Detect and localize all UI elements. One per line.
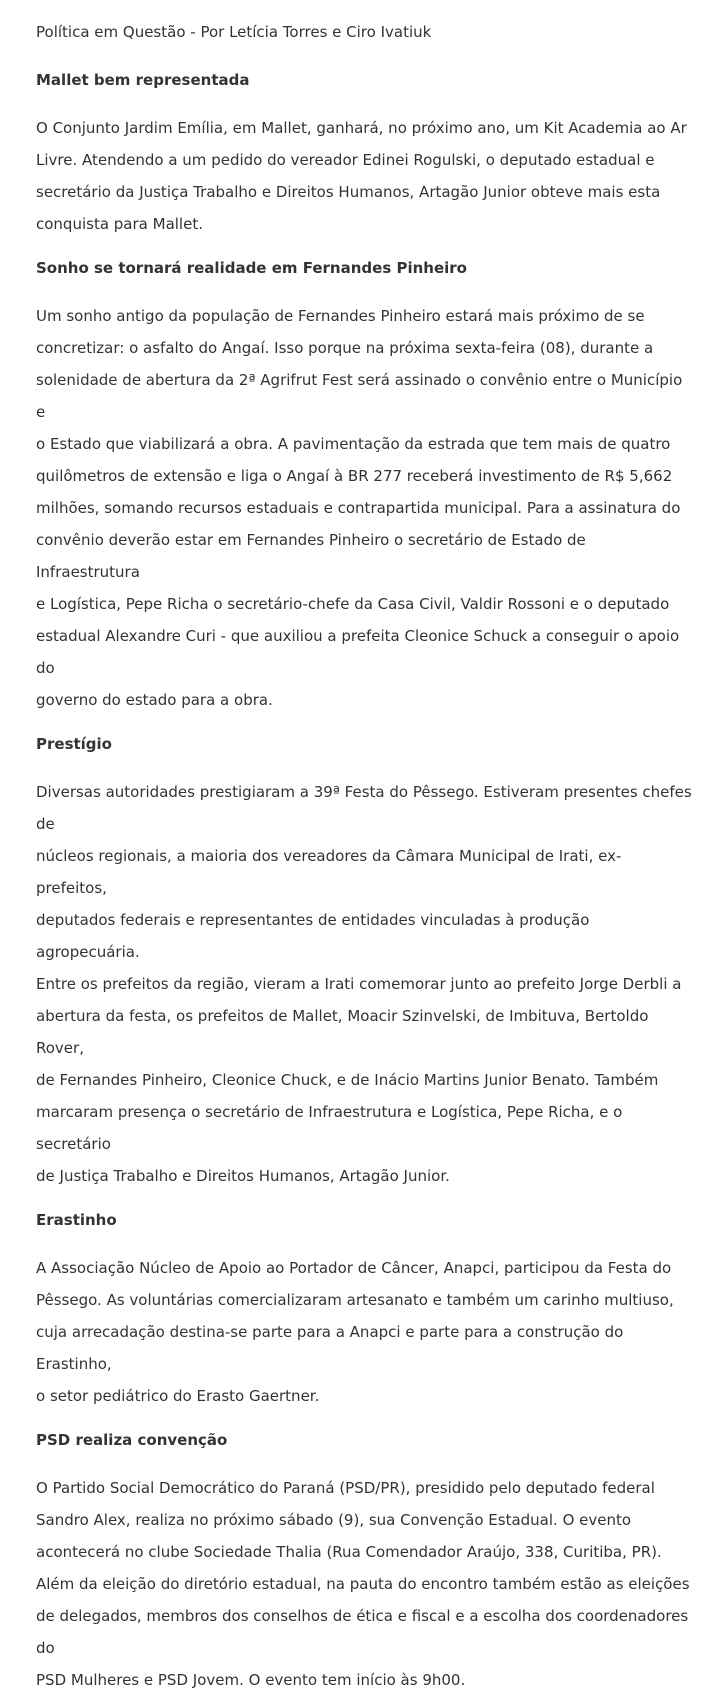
paragraph-line: de Fernandes Pinheiro, Cleonice Chuck, e de Inácio Martins Junior Benato. Também: [36, 1071, 659, 1089]
paragraph-line: abertura da festa, os prefeitos de Mallet, Moacir Szinvelski, de Imbituva, Bertoldo Rover,: [36, 1007, 649, 1057]
section-title: Prestígio: [36, 735, 112, 753]
paragraph-line: marcaram presença o secretário de Infraestrutura e Logística, Pepe Richa, e o secretário: [36, 1103, 623, 1153]
paragraph-line: solenidade de abertura da 2ª Agrifrut Fest será assinado o convênio entre o Município e: [36, 371, 683, 421]
paragraph-line: de Justiça Trabalho e Direitos Humanos, Artagão Junior.: [36, 1167, 450, 1185]
paragraph-line: núcleos regionais, a maioria dos vereadores da Câmara Municipal de Irati, ex-prefeitos,: [36, 847, 622, 897]
paragraph-line: quilômetros de extensão e liga o Angaí à BR 277 receberá investimento de R$ 5,662: [36, 467, 673, 485]
article-byline: Política em Questão - Por Letícia Torres e Ciro Ivatiuk: [36, 23, 432, 41]
paragraph-line: Pêssego. As voluntárias comercializaram artesanato e também um carinho multiuso,: [36, 1291, 674, 1309]
paragraph-line: estadual Alexandre Curi - que auxiliou a prefeita Cleonice Schuck a conseguir o apoio do: [36, 627, 680, 677]
paragraph-line: PSD Mulheres e PSD Jovem. O evento tem início às 9h00.: [36, 1671, 466, 1689]
paragraph-line: secretário da Justiça Trabalho e Direitos Humanos, Artagão Junior obteve mais esta: [36, 183, 661, 201]
paragraph-line: Um sonho antigo da população de Fernandes Pinheiro estará mais próximo de se: [36, 307, 645, 325]
section-title: Erastinho: [36, 1211, 117, 1229]
paragraph-line: o setor pediátrico do Erasto Gaertner.: [36, 1387, 320, 1405]
paragraph-line: O Partido Social Democrático do Paraná (PSD/PR), presidido pelo deputado federal: [36, 1479, 655, 1497]
paragraph-line: O Conjunto Jardim Emília, em Mallet, ganhará, no próximo ano, um Kit Academia ao Ar: [36, 119, 687, 137]
paragraph-line: de delegados, membros dos conselhos de ética e fiscal e a escolha dos coordenadores do: [36, 1607, 689, 1657]
section-paragraph: [36, 1252, 692, 1412]
paragraph-line: Entre os prefeitos da região, vieram a Irati comemorar junto ao prefeito Jorge Derbli a: [36, 975, 682, 993]
paragraph-line: Sandro Alex, realiza no próximo sábado (9), sua Convenção Estadual. O evento: [36, 1511, 632, 1529]
section-fernandes-pinheiro: [36, 258, 692, 716]
section-title: PSD realiza convenção: [36, 1431, 228, 1449]
paragraph-line: cuja arrecadação destina-se parte para a Anapci e parte para a construção do Erastinho,: [36, 1323, 624, 1373]
paragraph-line: e Logística, Pepe Richa o secretário-chefe da Casa Civil, Valdir Rossoni e o deputado: [36, 595, 670, 613]
section-psd: [36, 1430, 692, 1696]
section-paragraph: [36, 300, 692, 716]
section-erastinho: [36, 1210, 692, 1412]
paragraph-line: A Associação Núcleo de Apoio ao Portador de Câncer, Anapci, participou da Festa do: [36, 1259, 672, 1277]
paragraph-line: Diversas autoridades prestigiaram a 39ª Festa do Pêssego. Estiveram presentes chefes de: [36, 783, 692, 833]
section-prestigio: [36, 734, 692, 1192]
section-title: Sonho se tornará realidade em Fernandes Pinheiro: [36, 259, 467, 277]
section-paragraph: [36, 1472, 692, 1696]
paragraph-line: o Estado que viabilizará a obra. A pavimentação da estrada que tem mais de quatro: [36, 435, 671, 453]
section-mallet: [36, 70, 692, 240]
paragraph-line: conquista para Mallet.: [36, 215, 203, 233]
section-paragraph: [36, 112, 692, 240]
paragraph-line: Além da eleição do diretório estadual, na pauta do encontro também estão as eleições: [36, 1575, 690, 1593]
section-title: Mallet bem representada: [36, 71, 250, 89]
paragraph-line: convênio deverão estar em Fernandes Pinheiro o secretário de Estado de Infraestrutura: [36, 531, 586, 581]
paragraph-line: Livre. Atendendo a um pedido do vereador Edinei Rogulski, o deputado estadual e: [36, 151, 655, 169]
section-paragraph: [36, 776, 692, 1192]
paragraph-line: milhões, somando recursos estaduais e contrapartida municipal. Para a assinatura do: [36, 499, 681, 517]
paragraph-line: concretizar: o asfalto do Angaí. Isso porque na próxima sexta-feira (08), durante a: [36, 339, 654, 357]
paragraph-line: acontecerá no clube Sociedade Thalia (Rua Comendador Araújo, 338, Curitiba, PR).: [36, 1543, 662, 1561]
paragraph-line: deputados federais e representantes de entidades vinculadas à produção agropecuária.: [36, 911, 590, 961]
paragraph-line: governo do estado para a obra.: [36, 691, 273, 709]
